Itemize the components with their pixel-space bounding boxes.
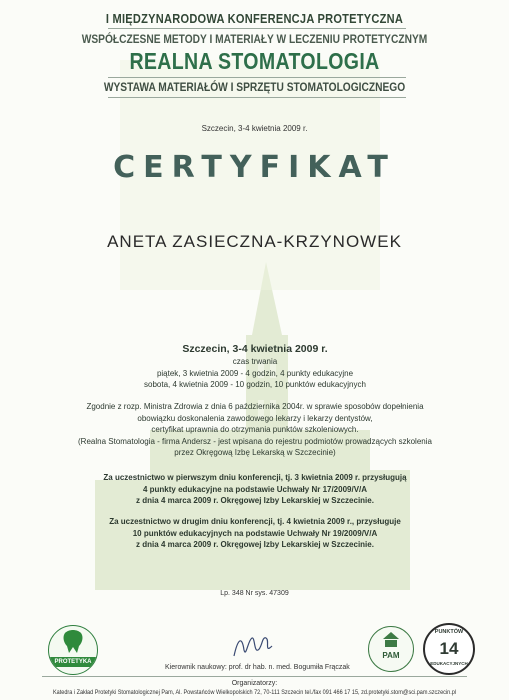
event-info — [70, 342, 440, 391]
points-line: z dnia 4 marca 2009 r. Okręgowej Izby Lekarskiej w Szczecinie. — [136, 540, 374, 549]
day1-hours: piątek, 3 kwietnia 2009 - 4 godzin, 4 punkty edukacyjne — [156, 368, 354, 378]
header-divider — [108, 28, 406, 29]
event-date: Szczecin, 3-4 kwietnia 2009 r. — [182, 343, 328, 355]
header-divider — [108, 77, 406, 78]
recipient-name: ANETA ZASIECZNA-KRZYNOWEK — [107, 232, 402, 251]
points-line: Za uczestnictwo w pierwszym dniu konferencji, tj. 3 kwietnia 2009 r. przysługują — [103, 473, 407, 482]
footer-divider — [42, 676, 467, 677]
organizer-label: Organizatorzy: — [231, 680, 278, 687]
issue-date: Szczecin, 3-4 kwietnia 2009 r. — [201, 124, 308, 133]
protetyka-logo — [48, 625, 98, 675]
legal-notice — [70, 401, 440, 459]
organizer-address: Katedra i Zakład Protetyki Stomatologicznej Pam, Al. Powstańców Wielkopolskich 72, 70-111 Szczecin tel./fax 091 466 17 15, zd.protetyki.stom@sci.pam.szczecin.pl — [52, 689, 457, 696]
day1-points — [70, 472, 440, 507]
points-line: 10 punktów edukacyjnych na podstawie Uchwały Nr 19/2009/V/A — [132, 528, 378, 538]
points-line: Za uczestnictwo w drugim dniu konferencji, tj. 4 kwietnia 2009 r., przysługuje — [109, 517, 401, 526]
protetyka-logo-label: PROTETYKA — [49, 657, 97, 667]
legal-line: Zgodnie z rozp. Ministra Zdrowia z dnia 6 października 2004r. w sprawie sposobów dopełnienia — [86, 402, 424, 411]
badge-points-number: 14 — [439, 639, 459, 658]
duration-label: czas trwania — [232, 357, 278, 366]
header-event-name: REALNA STOMATOLOGIA — [129, 48, 380, 74]
header-divider — [108, 97, 406, 98]
legal-line: obowiązku doskonalenia zawodowego lekarzy i lekarzy dentystów, — [137, 413, 373, 423]
header-exhibition: WYSTAWA MATERIAŁÓW I SPRZĘTU STOMATOLOGICZNEGO — [103, 80, 406, 94]
day2-points — [70, 516, 440, 551]
pam-logo-label: PAM — [382, 651, 400, 660]
header-subtitle: WSPÓŁCZESNE METODY I MATERIAŁY W LECZENIU PROTETYCZNYM — [81, 32, 428, 46]
pam-logo — [368, 626, 414, 672]
header-conference: I MIĘDZYNARODOWA KONFERENCJA PROTETYCZNA — [105, 11, 404, 26]
day2-hours: sobota, 4 kwietnia 2009 - 10 godzin, 10 punktów edukacyjnych — [144, 380, 366, 389]
university-emblem-icon — [369, 627, 413, 651]
registry-number: Lp. 348 Nr sys. 47309 — [220, 590, 289, 597]
legal-line: (Realna Stomatologia - firma Andersz - jest wpisana do rejestru podmiotów prowadzących szkolenia — [78, 436, 432, 446]
legal-line: certyfikat uprawnia do otrzymania punktów szkoleniowych. — [151, 425, 359, 434]
tooth-icon — [49, 626, 97, 656]
scientific-director: Kierownik naukowy: prof. dr hab. n. med. Bogumiła Frączak — [165, 664, 350, 671]
legal-line: przez Okręgową Izbę Lekarską w Szczecinie) — [174, 448, 336, 457]
badge-top-label: PUNKTÓW — [434, 629, 464, 635]
certificate-title: CERTYFIKAT — [113, 150, 396, 185]
badge-bottom-label: EDUKACYJNYCH — [430, 661, 468, 666]
education-points-badge — [423, 623, 475, 675]
points-line: 4 punkty edukacyjne na podstawie Uchwały Nr 17/2009/V/A — [142, 484, 368, 494]
signature — [228, 628, 278, 664]
points-line: z dnia 4 marca 2009 r. Okręgowej Izby Lekarskiej w Szczecinie. — [136, 496, 374, 505]
